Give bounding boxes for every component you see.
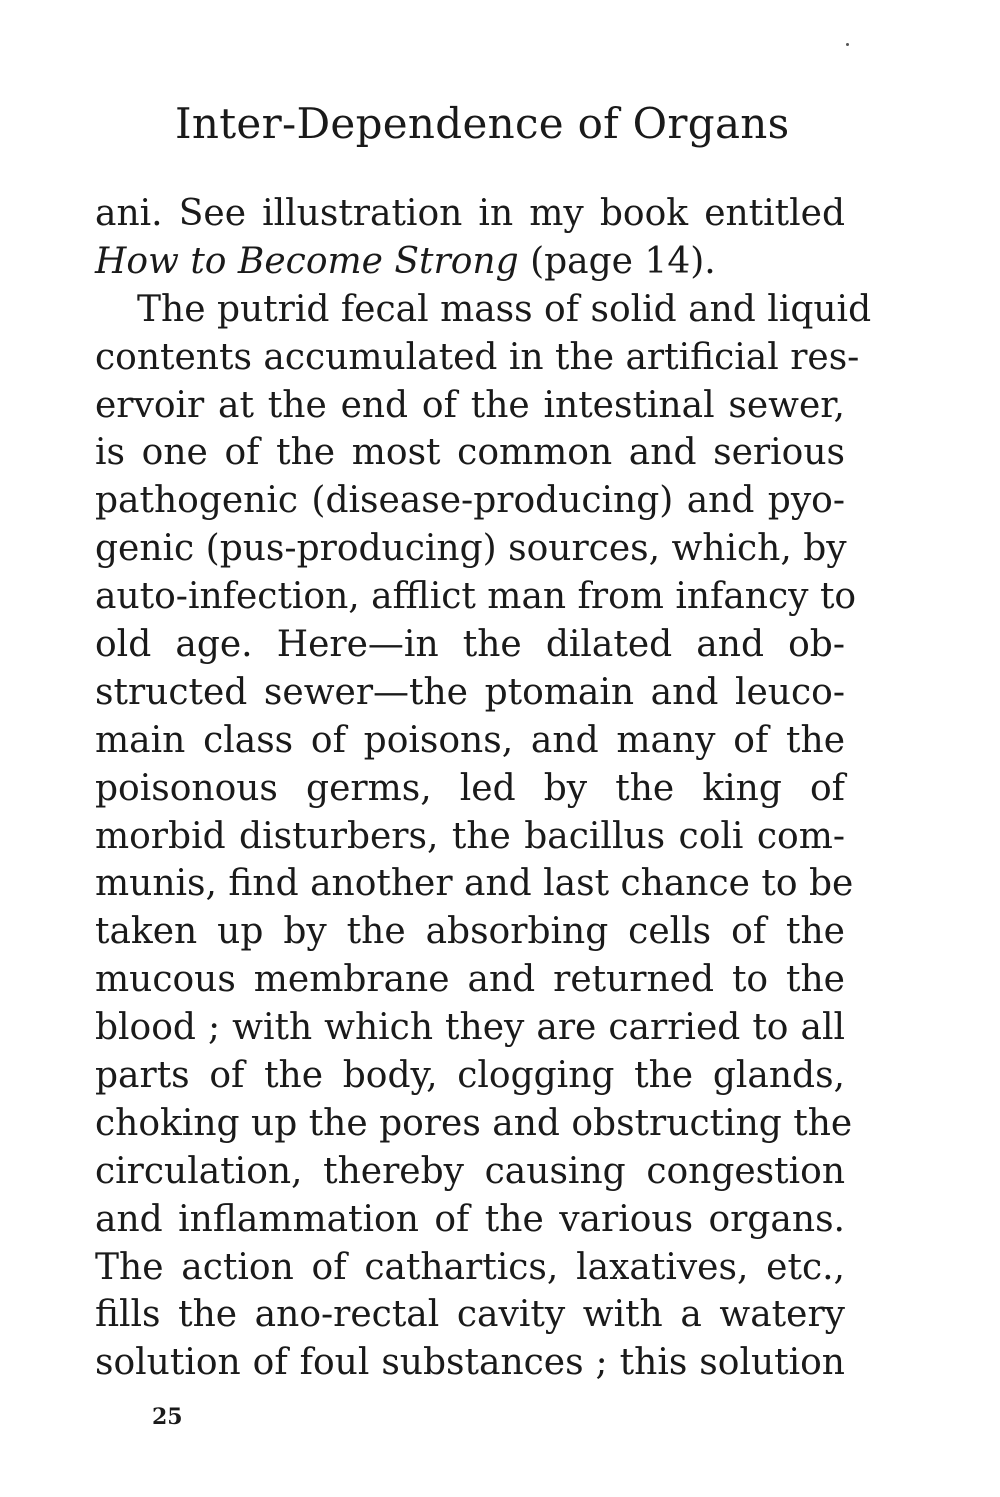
text-line (95, 238, 845, 286)
text-line: mucous membrane and returned to the (95, 959, 845, 1001)
page-number: 25 (152, 1404, 183, 1430)
text-line: munis, find another and last chance to be (95, 863, 854, 905)
text-line: contents accumulated in the artificial res- (95, 336, 860, 378)
running-head: Inter-Dependence of Organs (175, 99, 790, 148)
page-reference: (page 14). (518, 240, 716, 282)
ink-speck (846, 43, 849, 46)
text-line: choking up the pores and obstructing the (95, 1102, 853, 1144)
text-line: fills the ano-rectal cavity with a watery (95, 1294, 845, 1336)
text-line: blood ; with which they are carried to all (95, 1007, 845, 1049)
text-line: parts of the body, clogging the glands, (95, 1055, 845, 1097)
text-line: ervoir at the end of the intestinal sewer, (95, 384, 845, 426)
text-line: The action of cathartics, laxatives, etc., (95, 1246, 845, 1288)
text-line: circulation, thereby causing congestion (95, 1150, 845, 1192)
text-line: taken up by the absorbing cells of the (95, 911, 845, 953)
text-line: ani. See illustration in my book entitled (95, 193, 845, 234)
text-line: main class of poisons, and many of the (95, 719, 845, 761)
text-line: The putrid fecal mass of solid and liquid (137, 288, 872, 330)
text-line: is one of the most common and serious (95, 432, 845, 474)
text-line: old age. Here—in the dilated and ob- (95, 624, 845, 666)
text-line: and inflammation of the various organs. (95, 1198, 845, 1240)
book-title: How to Become Strong (95, 240, 519, 282)
text-line: genic (pus-producing) sources, which, by (95, 528, 847, 570)
text-line: structed sewer—the ptomain and leuco- (95, 671, 845, 713)
text-line: solution of foul substances ; this solution (95, 1342, 845, 1384)
body-text (95, 190, 872, 1387)
text-line: morbid disturbers, the bacillus coli com- (95, 815, 845, 857)
text-line: pathogenic (disease-producing) and pyo- (95, 480, 845, 522)
text-line: auto-infection, afflict man from infancy to (95, 576, 857, 618)
text-line: poisonous germs, led by the king of (95, 767, 845, 809)
